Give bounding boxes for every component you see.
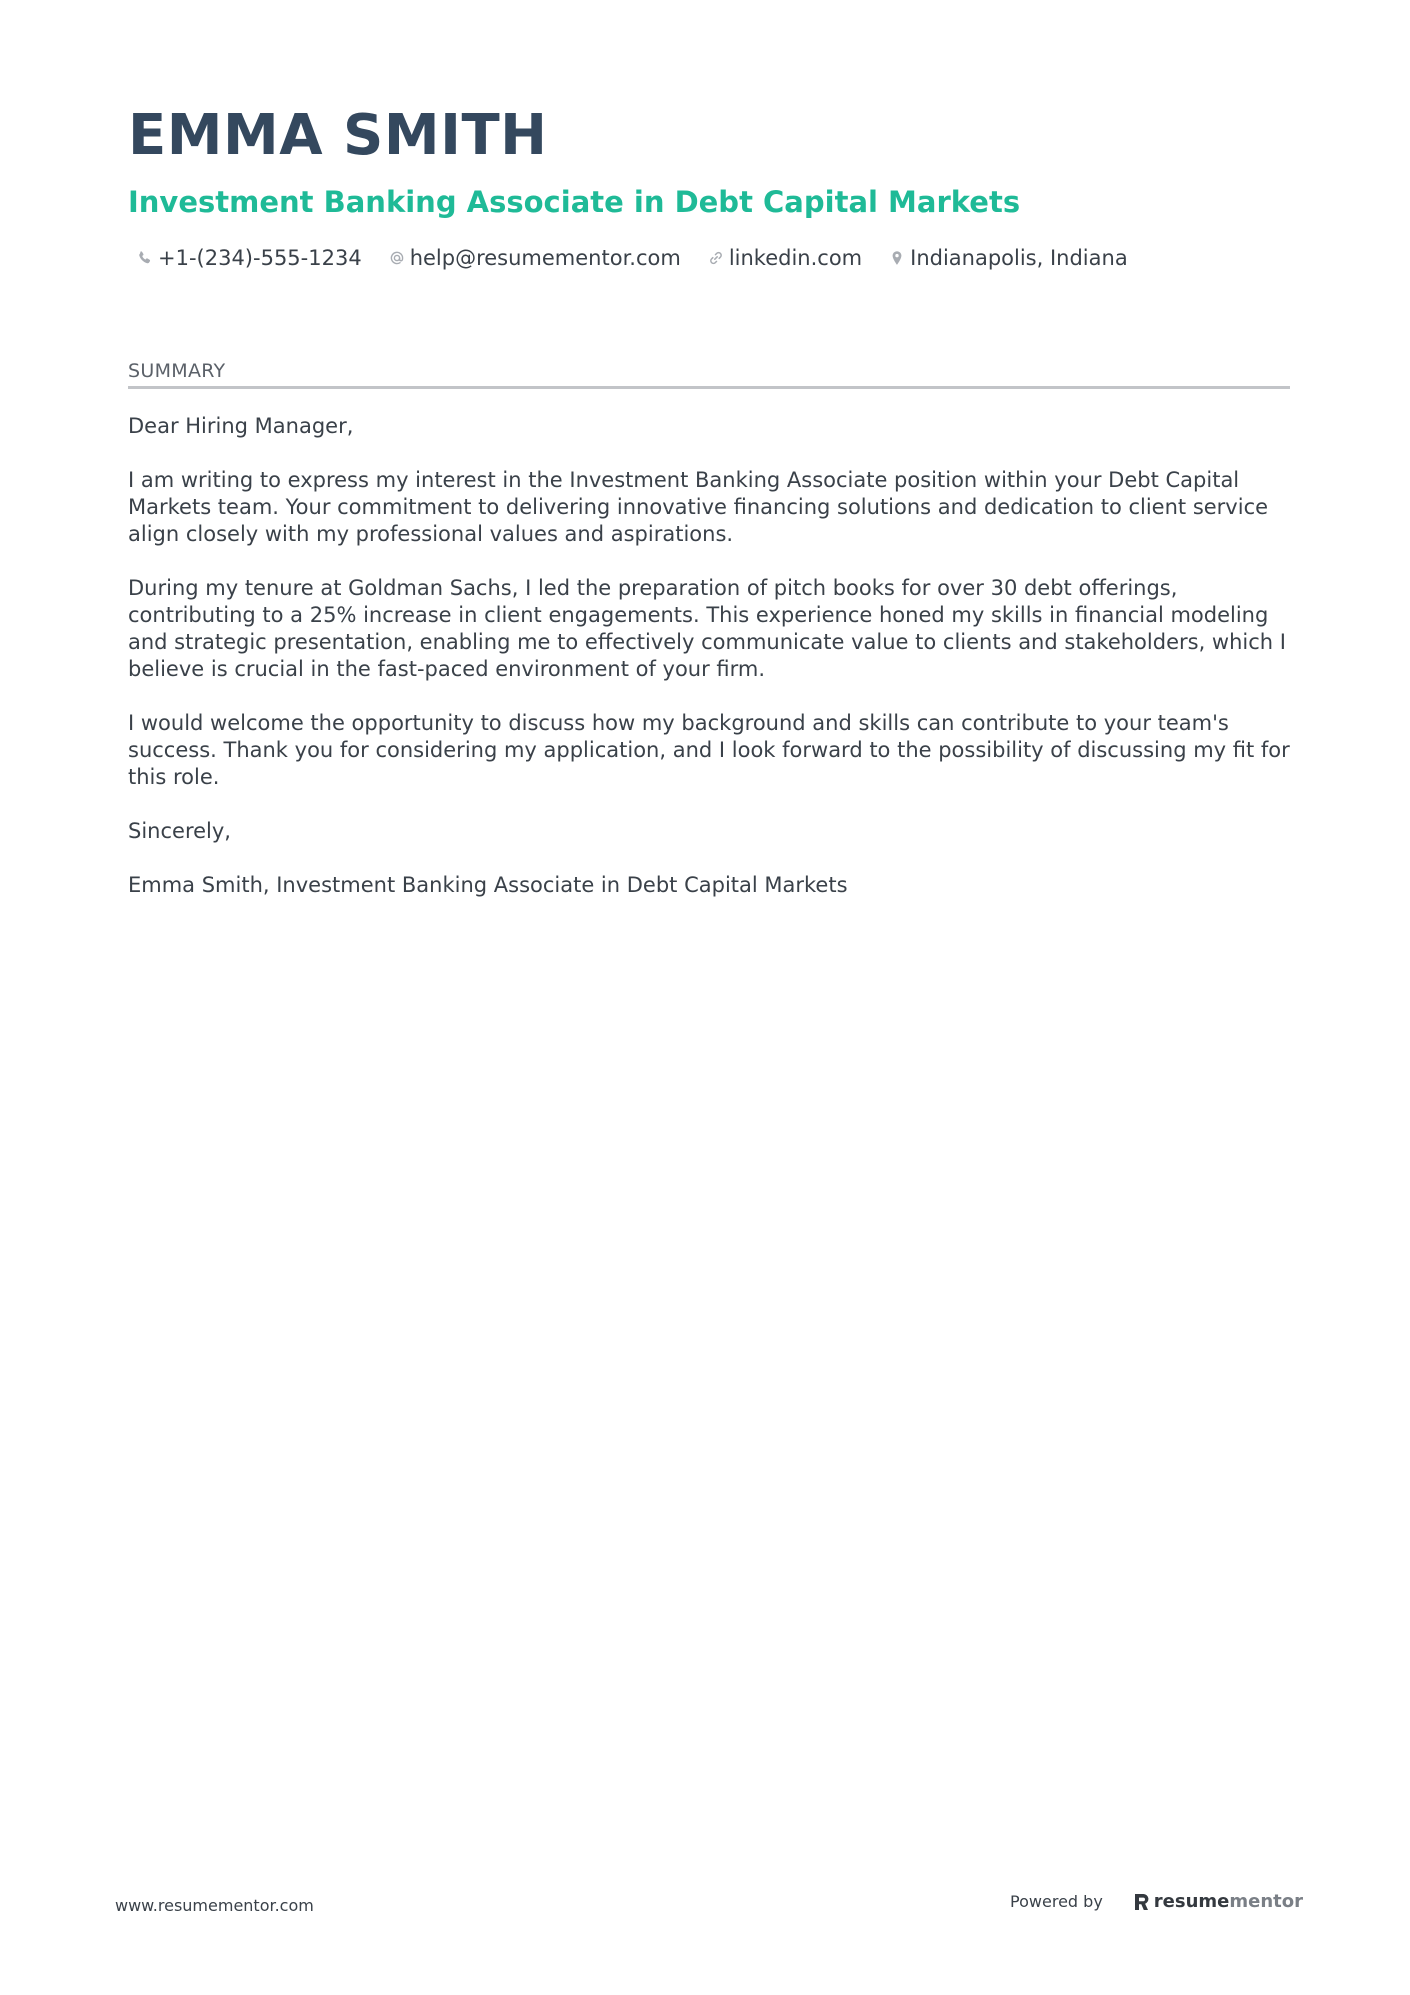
letter-signature: Emma Smith, Investment Banking Associate in Debt Capital Markets xyxy=(128,873,848,897)
letter-paragraph-3: I would welcome the opportunity to discuss how my background and skills can contribute to your team's success. Thank you for considering my application, and I look forward to the possibility of discussing my fit for this role. xyxy=(128,711,1290,789)
applicant-name: EMMA SMITH xyxy=(128,103,548,168)
brand-name-strong: resume xyxy=(1153,1891,1230,1912)
email-text: help@resumementor.com xyxy=(409,246,681,270)
contact-location xyxy=(888,246,1128,270)
linkedin-text: linkedin.com xyxy=(728,246,863,270)
letter-body xyxy=(128,413,1293,926)
section-divider xyxy=(128,386,1290,389)
letter-paragraph-1: I am writing to express my interest in the Investment Banking Associate position within your Debt Capital Markets team. Your commitment to delivering innovative financing solutions and dedication to client service align closely with my professional values and aspirations. xyxy=(128,468,1269,546)
phone-text: +1-(234)-555-1234 xyxy=(158,246,362,270)
location-pin-icon xyxy=(888,249,906,267)
contact-bar xyxy=(136,246,1154,270)
location-text: Indianapolis, Indiana xyxy=(910,246,1128,270)
letter-greeting: Dear Hiring Manager, xyxy=(128,414,354,438)
section-title-summary: SUMMARY xyxy=(128,360,226,382)
link-icon xyxy=(707,249,725,267)
brand-logo-link[interactable] xyxy=(1133,1891,1303,1912)
contact-phone[interactable] xyxy=(136,246,362,270)
resumementor-logo-icon xyxy=(1133,1892,1150,1912)
powered-by-label: Powered by xyxy=(1010,1892,1103,1911)
letter-closing: Sincerely, xyxy=(128,819,231,843)
at-icon xyxy=(388,249,406,267)
phone-icon xyxy=(136,249,154,267)
contact-email[interactable] xyxy=(388,246,681,270)
letter-paragraph-2: During my tenure at Goldman Sachs, I led the preparation of pitch books for over 30 debt offerings, contributing to a 25% increase in client engagements. This experience honed my skills in financial modeling and strategic presentation, enabling me to effectively communicate value to clients and stakeholders, which I believe is crucial in the fast-paced environment of your firm. xyxy=(128,576,1286,681)
footer-branding xyxy=(1010,1891,1303,1912)
brand-name-light: mentor xyxy=(1229,1891,1303,1912)
footer-website-link[interactable]: www.resumementor.com xyxy=(115,1896,314,1915)
contact-linkedin[interactable] xyxy=(707,246,862,270)
applicant-headline: Investment Banking Associate in Debt Capital Markets xyxy=(128,185,1021,219)
